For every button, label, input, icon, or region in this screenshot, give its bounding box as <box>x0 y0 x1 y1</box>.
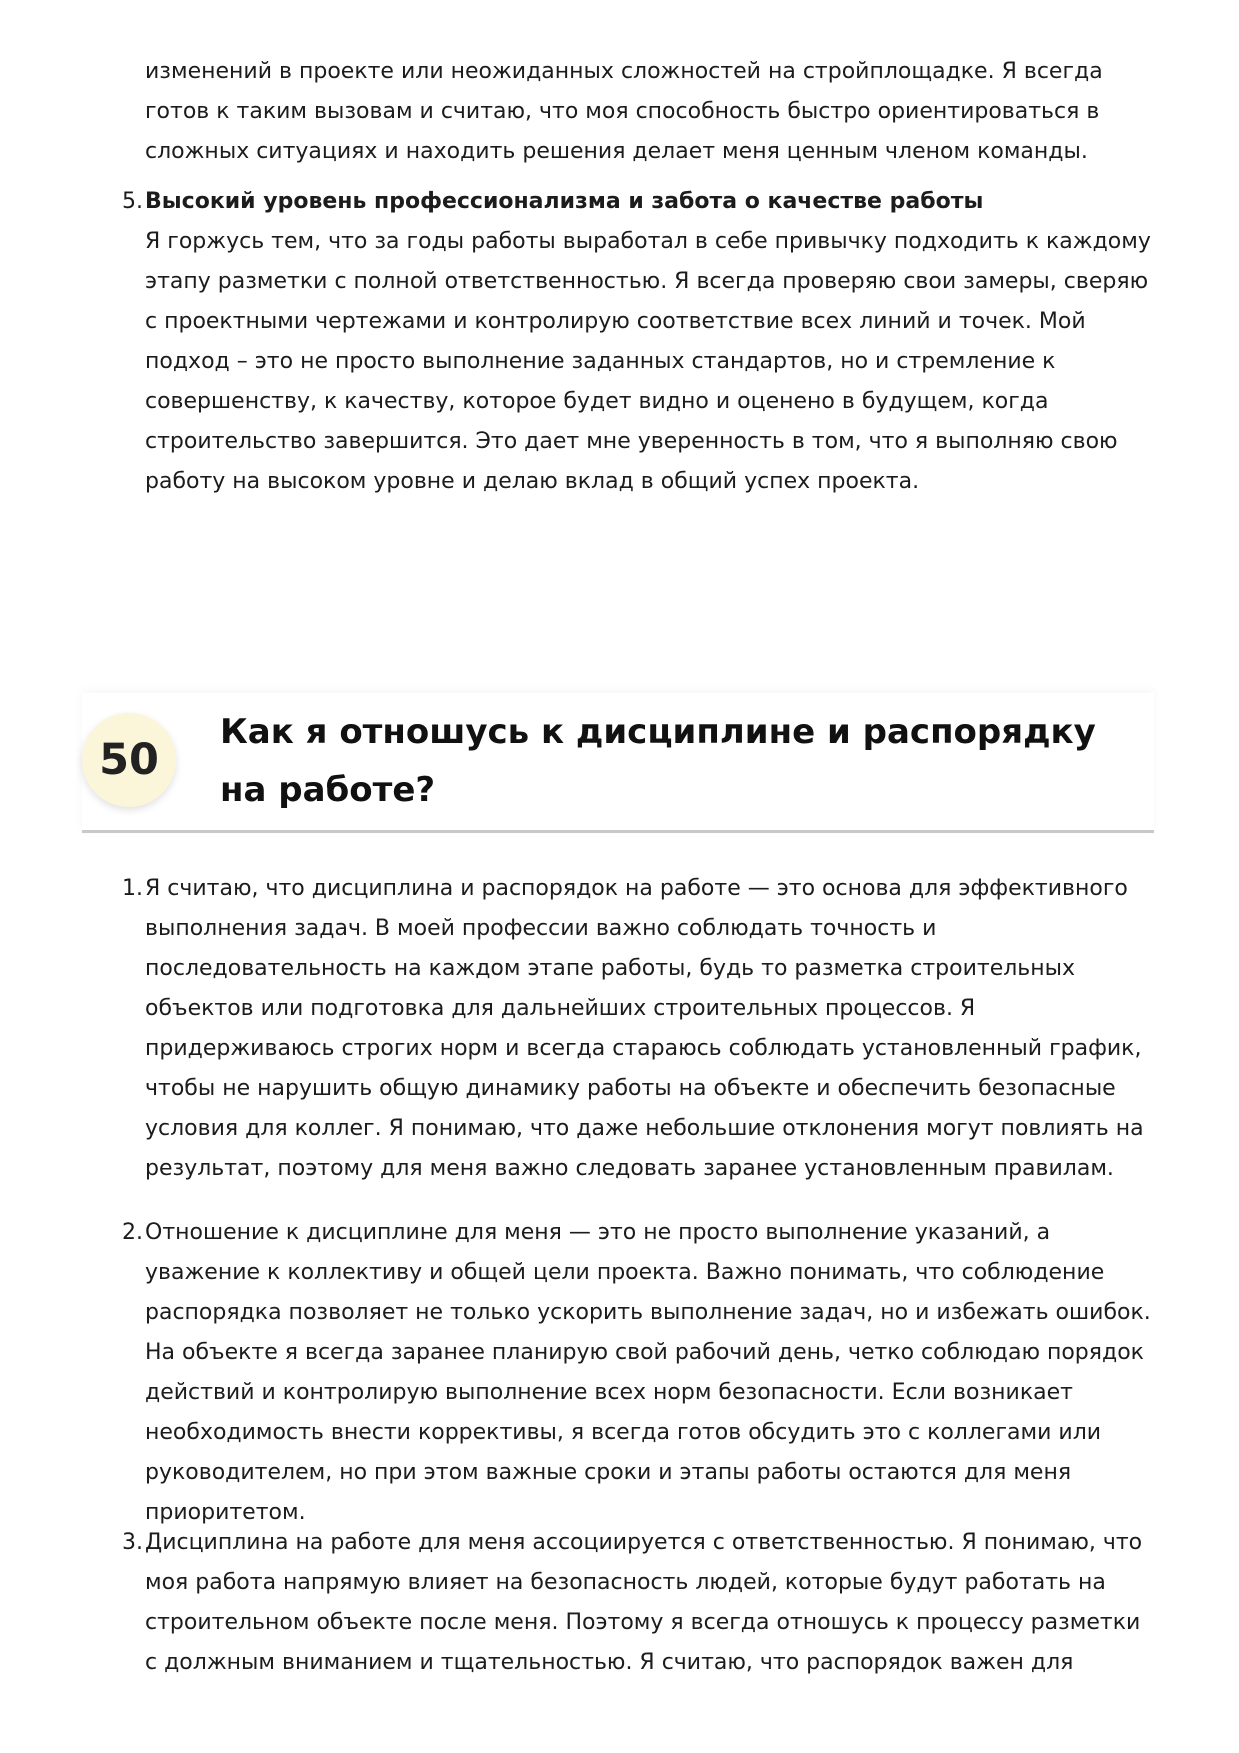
list-item-5 <box>122 182 1155 502</box>
question-title: Как я отношусь к дисциплине и распорядку на работе? <box>220 712 1096 810</box>
list-item-body: Я горжусь тем, что за годы работы выработал в себе привычку подходить к каждому этапу разметки с полной ответственностью. Я всегда проверяю свои замеры, сверяю с проектными чертежами и контролирую соответствие всех линий и точек. Мой подход – это не просто выполнение заданных стандартов, но и стремление к совершенству, к качеству, которое будет видно и оценено в будущем, когда строительство завершится. Это дает мне уверенность в том, что я выполняю свою работу на высоком уровне и делаю вклад в общий успех проекта. <box>145 229 1151 494</box>
continuation-paragraph: изменений в проекте или неожиданных сложностей на стройплощадке. Я всегда готов к таким вызовам и считаю, что моя способность быстро ориентироваться в сложных ситуациях и находить решения делает меня ценным членом команды. <box>145 59 1103 164</box>
list-number: 2. <box>122 1220 143 1245</box>
list-item-title: Высокий уровень профессионализма и забота о качестве работы <box>145 189 984 214</box>
answer-text: Дисциплина на работе для меня ассоциируется с ответственностью. Я понимаю, что моя работа напрямую влияет на безопасность людей, которые будут работать на строительном объекте после меня. Поэтому я всегда отношусь к процессу разметки с должным вниманием и тщательностью. Я считаю, что распорядок важен для <box>145 1530 1143 1675</box>
list-number: 1. <box>122 876 143 901</box>
list-number: 3. <box>122 1530 143 1555</box>
answer-item-1 <box>122 869 1155 1189</box>
question-number-badge: 50 <box>82 713 176 807</box>
question-header <box>82 693 1154 833</box>
answer-text: Я считаю, что дисциплина и распорядок на работе — это основа для эффективного выполнения задач. В моей профессии важно соблюдать точность и последовательность на каждом этапе работы, будь то разметка строительных объектов или подготовка для дальнейших строительных процессов. Я придерживаюсь строгих норм и всегда стараюсь соблюдать установленный график, чтобы не нарушить общую динамику работы на объекте и обеспечить безопасные условия для коллег. Я понимаю, что даже небольшие отклонения могут повлиять на результат, поэтому для меня важно следовать заранее установленным правилам. <box>145 876 1144 1181</box>
answer-item-3 <box>122 1523 1155 1683</box>
answer-text: Отношение к дисциплине для меня — это не просто выполнение указаний, а уважение к коллективу и общей цели проекта. Важно понимать, что соблюдение распорядка позволяет не только ускорить выполнение задач, но и избежать ошибок. На объекте я всегда заранее планирую свой рабочий день, четко соблюдаю порядок действий и контролирую выполнение всех норм безопасности. Если возникает необходимость внести коррективы, я всегда готов обсудить это с коллегами или руководителем, но при этом важные сроки и этапы работы остаются для меня приоритетом. <box>145 1220 1151 1525</box>
list-number: 5. <box>122 189 143 214</box>
answer-item-2 <box>122 1213 1155 1533</box>
